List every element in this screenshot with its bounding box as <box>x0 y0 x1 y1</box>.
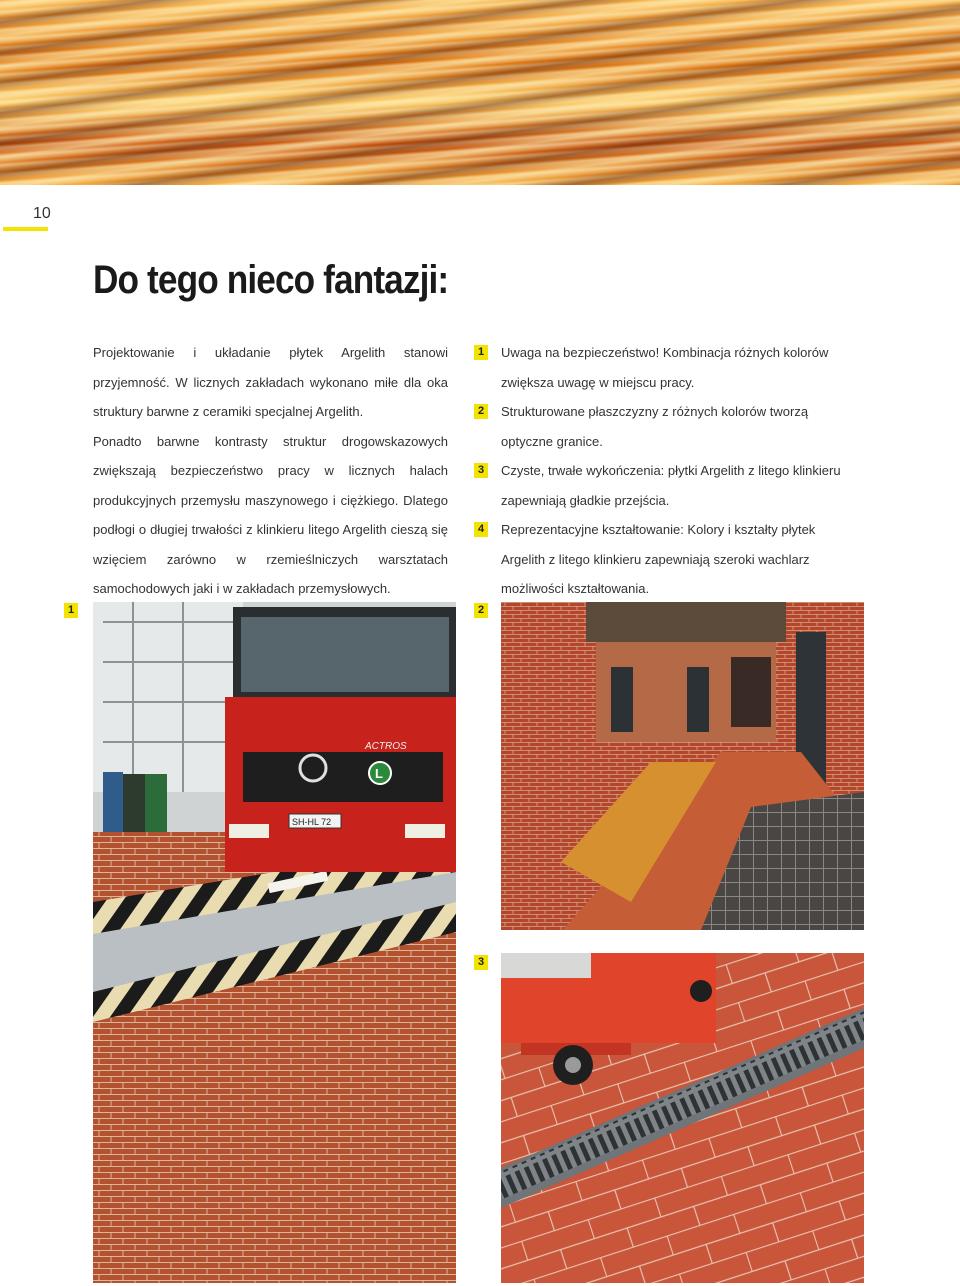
feature-list <box>474 338 854 604</box>
photo-2-number-badge: 2 <box>474 603 488 618</box>
intro-text <box>93 338 448 604</box>
photo-hallway-floor <box>501 602 864 930</box>
page-title: Do tego nieco fantazji: <box>93 258 449 302</box>
photo-1-number-badge: 1 <box>64 603 78 618</box>
feature-number-badge: 2 <box>474 404 488 419</box>
feature-number-badge: 3 <box>474 463 488 478</box>
page-number: 10 <box>33 205 51 222</box>
photo-3-number-badge: 3 <box>474 955 488 970</box>
header-banner-image <box>0 0 960 185</box>
feature-text: Uwaga na bezpieczeństwo! Kombinacja różnych kolorów zwiększa uwagę w miejscu pracy. <box>501 345 829 390</box>
feature-number-badge: 4 <box>474 522 488 537</box>
accent-rule <box>3 227 48 231</box>
feature-item <box>474 397 854 456</box>
intro-paragraph-2: Ponadto barwne kontrasty struktur drogowskazowych zwiększają bezpieczeństwo pracy w licznych halach produkcyjnych przemysłu maszynowego i ciężkiego. Dlatego podłogi o długiej trwałości z klinkieru litego Argelith cieszą się wzięciem zarówno w rzemieślniczych warsztatach samochodowych jaki i w zakładach przemysłowych. <box>93 433 448 596</box>
intro-paragraph-1: Projektowanie i układanie płytek Argelith stanowi przyjemność. W licznych zakładach wykonano miłe dla oka struktury barwne z ceramiki specjalnej Argelith. <box>93 345 448 419</box>
truck-badge-letter: L <box>375 766 383 781</box>
truck-model-name: ACTROS <box>365 741 407 752</box>
feature-text: Strukturowane płaszczyzny z różnych kolorów tworzą optyczne granice. <box>501 404 809 449</box>
feature-item <box>474 456 854 515</box>
feature-text: Reprezentacyjne kształtowanie: Kolory i kształty płytek Argelith z litego klinkieru zapewniają szeroki wachlarz możliwości kształtowania. <box>501 522 816 596</box>
photo-truck-workshop <box>93 602 456 1283</box>
feature-text: Czyste, trwałe wykończenia: płytki Argelith z litego klinkieru zapewniają gładkie przejścia. <box>501 463 841 508</box>
feature-item <box>474 515 854 604</box>
feature-number-badge: 1 <box>474 345 488 360</box>
photo-tile-drain <box>501 953 864 1283</box>
truck-license-plate: SH-HL 72 <box>292 817 332 827</box>
feature-item <box>474 338 854 397</box>
